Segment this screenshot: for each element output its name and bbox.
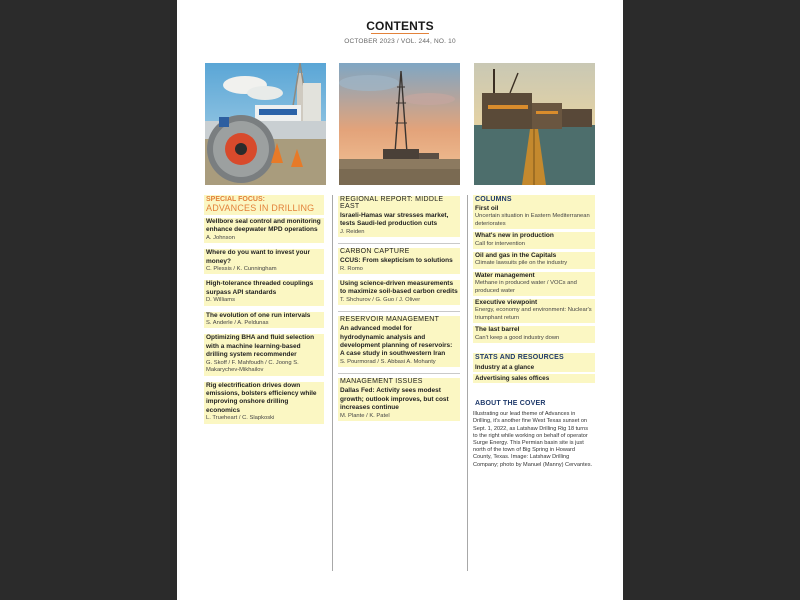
column-title: The last barrel <box>475 326 520 334</box>
column-title: Oil and gas in the Capitals <box>475 252 557 260</box>
column-description: Energy, economy and environment: Nuclear's triumphant return <box>475 307 592 321</box>
section-header-columns: COLUMNS <box>473 195 595 205</box>
article-authors: D. Williams <box>206 297 235 304</box>
stats-item[interactable]: Advertising sales offices <box>473 374 595 383</box>
photo-drilling-reel <box>205 63 326 185</box>
column-title: What's new in production <box>475 232 554 240</box>
section-divider <box>338 311 460 312</box>
column-item[interactable] <box>473 232 595 249</box>
magazine-page <box>177 0 623 600</box>
article-title: CCUS: From skepticism to solutions <box>340 257 453 265</box>
article-title: The evolution of one run intervals <box>206 311 311 319</box>
section-divider <box>338 243 460 244</box>
article-item[interactable] <box>338 325 460 367</box>
column-divider-2 <box>467 195 468 571</box>
column-item[interactable] <box>473 205 595 229</box>
column-description: Uncertain situation in Eastern Mediterranean deteriorates <box>475 213 590 227</box>
article-authors: T. Shchurov / G. Guo / J. Oliver <box>340 296 421 303</box>
article-authors: R. Romo <box>340 265 363 272</box>
article-item[interactable] <box>204 249 324 274</box>
article-authors: L. Trueheart / C. Slapkoski <box>206 415 275 422</box>
article-authors: C. Plessis / K. Cunningham <box>206 266 277 273</box>
article-authors: A. Johnson <box>206 234 236 241</box>
photo-offshore-platform <box>474 63 595 185</box>
article-title: An advanced model for hydrodynamic analysis and development planning of reservoirs: A case study in southwestern Iran <box>340 325 453 358</box>
column-title: Water management <box>475 271 535 279</box>
article-item[interactable] <box>338 387 460 421</box>
article-authors: S. Anderle / A. Peldunas <box>206 320 269 327</box>
article-title: Where do you want to invest your money? <box>206 249 311 265</box>
about-cover-text: Illustrating our lead theme of Advances in Drilling, it's another fine West Texas sunset on Sept. 1, 2022, as Latshaw Drilling Rig 18 turns to the right while working on behalf of operator Surge Energy. This Permian basin site is just north of the town of Big Spring in Howard County, Texas. Image: Latshaw Drilling Company; photo by Manuel (Manny) Cervantes. <box>473 411 593 468</box>
special-focus-label: SPECIAL FOCUS: <box>206 196 265 203</box>
issue-info: OCTOBER 2023 / VOL. 244, NO. 10 <box>344 38 456 45</box>
section-header-reservoir-management: RESERVOIR MANAGEMENT <box>338 316 460 325</box>
article-item[interactable] <box>204 218 324 243</box>
column-description: Climate lawsuits pile on the industry <box>475 260 568 267</box>
columns-and-resources-column <box>473 195 595 469</box>
article-item[interactable] <box>338 212 460 237</box>
article-item[interactable] <box>204 334 324 375</box>
article-title: Optimizing BHA and fluid selection with a machine learning-based drilling system recommender <box>206 334 315 359</box>
article-title: Wellbore seal control and monitoring enhance deepwater MPD operations <box>206 218 321 234</box>
column-item[interactable] <box>473 299 595 323</box>
article-authors: S. Pourmorad / S. Abbasi A. Mohanty <box>340 358 436 365</box>
special-focus-header <box>204 195 324 215</box>
title-underline <box>371 33 429 34</box>
section-divider <box>338 373 460 374</box>
special-focus-theme: ADVANCES IN DRILLING <box>206 203 315 213</box>
column-title: First oil <box>475 205 499 212</box>
column-item[interactable] <box>473 252 595 269</box>
section-header-carbon-capture: CARBON CAPTURE <box>338 248 460 257</box>
column-divider-1 <box>332 195 333 571</box>
section-header-management-issues: MANAGEMENT ISSUES <box>338 378 460 387</box>
special-focus-column <box>204 195 324 430</box>
section-header-regional-report: REGIONAL REPORT: MIDDLE EAST <box>338 196 460 212</box>
page-title: CONTENTS <box>366 19 434 33</box>
column-description: Call for intervention <box>475 240 525 247</box>
article-item[interactable] <box>204 312 324 329</box>
article-title: Rig electrification drives down emissions, bolsters efficiency while improving onshore drilling economics <box>206 381 317 414</box>
column-title: Executive viewpoint <box>475 299 538 307</box>
article-item[interactable] <box>338 257 460 274</box>
column-description: Can't keep a good industry down <box>475 334 560 341</box>
photo-rig-sunset <box>339 63 460 185</box>
section-header-stats: STATS AND RESOURCES <box>473 353 595 363</box>
column-description: Methane in produced water / VOCs and produced water <box>475 280 577 294</box>
column-item[interactable] <box>473 326 595 343</box>
article-title: Using science-driven measurements to maximize soil-based carbon credits <box>340 280 458 296</box>
article-item[interactable] <box>204 280 324 305</box>
article-authors: M. Plante / K. Patel <box>340 412 390 419</box>
stats-item[interactable]: Industry at a glance <box>473 363 595 372</box>
article-authors: J. Reiden <box>340 228 365 235</box>
column-item[interactable] <box>473 272 595 296</box>
article-title: High-tolerance threaded couplings surpass API standards <box>206 280 314 296</box>
section-header-about-cover: ABOUT THE COVER <box>475 400 546 408</box>
article-item[interactable] <box>204 382 324 424</box>
article-title: Israeli-Hamas war stresses market, tests Saudi-led production cuts <box>340 212 449 228</box>
article-title: Dallas Fed: Activity sees modest growth; outlook improves, but cost increases continue <box>340 387 449 412</box>
departments-column <box>338 195 460 427</box>
article-authors: G. Skoff / F. Mahfoudh / C. Joong S. Makarychev-Mikhailov <box>206 359 299 374</box>
article-item[interactable] <box>338 280 460 305</box>
